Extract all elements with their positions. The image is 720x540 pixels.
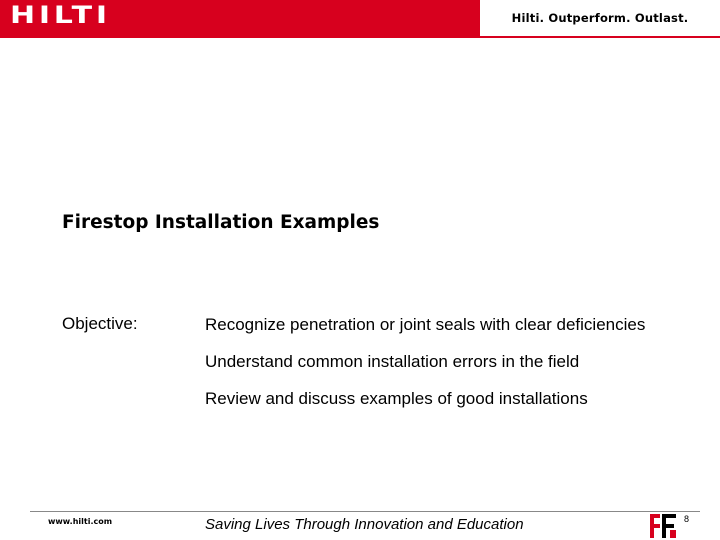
tagline-box xyxy=(480,0,720,38)
firestop-emblem-icon xyxy=(648,510,678,540)
tagline: Hilti. Outperform. Outlast. xyxy=(511,11,689,25)
page-number: 8 xyxy=(684,514,690,524)
objective-list xyxy=(205,314,675,425)
slide-title: Firestop Installation Examples xyxy=(62,212,380,233)
hilti-logo xyxy=(10,2,110,28)
footer-slogan: Saving Lives Through Innovation and Education xyxy=(205,516,524,533)
logo-text: HILTI xyxy=(10,1,111,29)
footer-divider xyxy=(30,511,700,512)
objective-item: Recognize penetration or joint seals with clear deficiencies xyxy=(205,315,646,334)
header-band xyxy=(0,0,720,38)
footer-url: www.hilti.com xyxy=(48,517,113,526)
objective-item: Understand common installation errors in the field xyxy=(205,352,580,371)
objective-label: Objective: xyxy=(62,314,138,333)
objective-item: Review and discuss examples of good installations xyxy=(205,389,588,408)
